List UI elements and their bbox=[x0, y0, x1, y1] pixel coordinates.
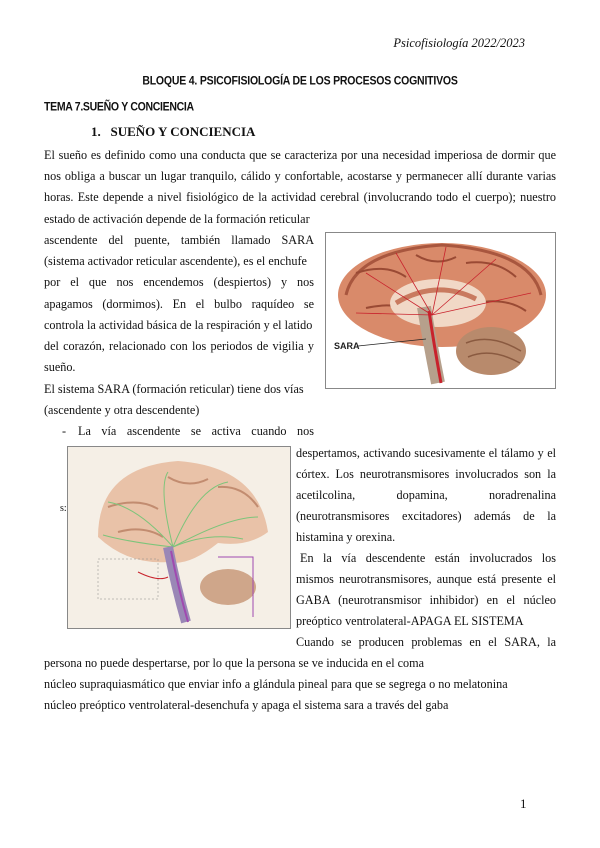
bullet-text: La vía ascendente se activa cuando nos bbox=[78, 424, 314, 438]
sara-label: SARA bbox=[334, 341, 360, 351]
brain-pathways-figure bbox=[67, 446, 291, 629]
brain-sara-figure bbox=[325, 232, 556, 389]
desc-line: preóptico ventrolateral-APAGA EL SISTEMA bbox=[296, 614, 524, 628]
course-header: Psicofisiología 2022/2023 bbox=[393, 36, 525, 50]
intro-line: estado de activación depende de la formación reticular bbox=[44, 212, 310, 226]
desc-line: mismos neurotransmisores, aunque está presente el bbox=[296, 572, 556, 586]
intro-line: nos obliga a buscar un lugar tranquilo, cálido y confortable, acostarse y permanecer allí durante varias bbox=[44, 169, 556, 183]
brain-illustration bbox=[326, 233, 555, 388]
asc-line: histamina y orexina. bbox=[296, 530, 396, 544]
page-number: 1 bbox=[520, 796, 527, 811]
final-line: núcleo preóptico ventrolateral-desenchufa y apaga el sistema sara a través del gaba bbox=[44, 698, 449, 712]
vias-line: (ascendente y otra descendente) bbox=[44, 403, 200, 417]
topic-title: TEMA 7.SUEÑO Y CONCIENCIA bbox=[44, 100, 194, 114]
sara-line: controla la actividad básica de la respiración y el latido bbox=[44, 318, 313, 332]
asc-line: (neurotransmisores excitadores) además de la bbox=[296, 509, 556, 523]
bullet-marker: - bbox=[62, 424, 67, 438]
sara-line: apagamos (dormimos). En el bulbo raquídeo se bbox=[44, 297, 314, 311]
sara-line: del corazón, relacionado con los periodos de vigilia y bbox=[44, 339, 314, 353]
asc-line: córtex. Los neurotransmisores involucrados son la bbox=[296, 467, 556, 481]
sara-line: sueño. bbox=[44, 360, 76, 374]
sara-line: por el que nos encendemos (despiertos) y nos bbox=[44, 275, 314, 289]
sara-line: ascendente del puente, también llamado SARA bbox=[44, 233, 314, 247]
desc-line: GABA (neurotransmisor inhibidor) en el núcleo bbox=[296, 593, 556, 607]
section-heading bbox=[91, 124, 255, 140]
desc-line: Cuando se producen problemas en el SARA, la bbox=[296, 635, 556, 649]
intro-line: horas. Este depende a nivel fisiológico de la actividad cerebral (involucrando todo el cuerpo); nuestro bbox=[44, 190, 556, 204]
asc-line: despertamos, activando sucesivamente el tálamo y el bbox=[296, 446, 556, 460]
final-line: núcleo supraquiasmático que enviar info a glándula pineal para que se segrega o no melatonina bbox=[44, 677, 508, 691]
stray-text: s: bbox=[60, 503, 67, 514]
section-title: SUEÑO Y CONCIENCIA bbox=[110, 124, 256, 139]
block-title: BLOQUE 4. PSICOFISIOLOGÍA DE LOS PROCESOS COGNITIVOS bbox=[142, 74, 458, 88]
sara-line: (sistema activador reticular ascendente), es el enchufe bbox=[44, 254, 307, 268]
section-number: 1. bbox=[91, 124, 101, 139]
brain-pathways-illustration bbox=[68, 447, 290, 628]
vias-line: El sistema SARA (formación reticular) tiene dos vías bbox=[44, 382, 304, 396]
asc-line: acetilcolina, dopamina, noradrenalina bbox=[296, 488, 556, 502]
intro-line: El sueño es definido como una conducta que se caracteriza por una necesidad imperiosa de dormir que bbox=[44, 148, 556, 162]
final-line: persona no puede despertarse, por lo que la persona se ve inducida en el coma bbox=[44, 656, 425, 670]
desc-line: En la vía descendente están involucrados los bbox=[300, 551, 556, 565]
